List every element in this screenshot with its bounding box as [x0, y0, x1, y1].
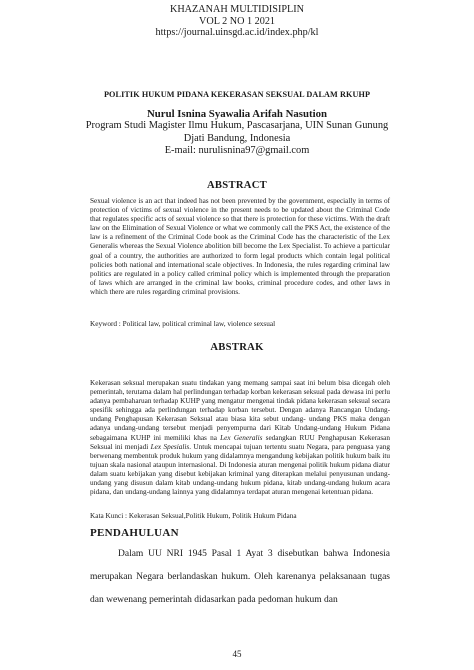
journal-url: https://journal.uinsgd.ac.id/index.php/kl	[155, 27, 319, 38]
journal-header	[0, 4, 474, 39]
abstrak-italic-lex-generalis: Lex Generalis	[220, 433, 263, 442]
pendahuluan-heading: PENDAHULUAN	[90, 527, 179, 539]
abstract-text: Sexual violence is an act that indeed has not been prevented by the government, especially in terms of protection of victims of sexual violence in the present needs to be updated about the Criminal Code that regulates specific acts of sexual violence so that there is protection for these victims. With the draft law on the Elimination of Sexual Violence or what we commonly call the PKS Act, the existence of the law is a refinement of the Criminal Code book as the Criminal Code has the characteristic of the Lex Generalis whereas the Sexual Violence abolition bill become the Lex Specialist. To achieve a particular goal of a country, the authorities are authorized to form legal products which contain legal political policies both national and international scale objectives. In Indonesia, the rules regarding criminal law politics are regulated in a policy called criminal policy which is implemented through the preparation of laws which are arranged in the criminal law books, criminal procedure codes, and other laws in which there are rules regarding criminal provisions.	[90, 197, 390, 296]
abstrak-text-part3: . Untuk mencapai tujuan tertentu suatu Negara, para penguasa yang berwenang membentuk produk hukum yang didalamnya mengandung kebijakan politik hukum baik itu tujuan skala nasional ataupun internasional. Di Indonesia aturan mengenai politik hukum pidana diatur dalam suatu kebijakan yang disebut kebijakan kriminal yang diterapkan melalui penyusunan undang-undang yang disusun dalam kitab undang-undang hukum pidana, kitab undang-undang hukum acara pidana, dan undang-undang lainnya yang didalamnya terdapat aturan mengenai ketentuan pidana.	[90, 442, 390, 497]
abstrak-italic-lex-spesialis: Lex Spesialis	[150, 442, 190, 451]
abstrak-text	[90, 379, 390, 497]
author-email: E-mail: nurulisnina97@gmail.com	[164, 145, 310, 157]
pendahuluan-text	[90, 543, 390, 612]
abstract-heading: ABSTRACT	[206, 180, 268, 191]
author-affiliation-line1: Program Studi Magister Ilmu Hukum, Pascasarjana, UIN Sunan Gunung	[85, 120, 389, 132]
abstrak-text-part1: Kekerasan seksual merupakan suatu tindakan yang memang sampai saat ini belum bisa dicegah oleh pemerintah, terutama dalam hal perlindungan terhadap korban kekerasan seksual pada dewasa ini perlu adanya pembaharuan terhadap KUHP yang mengatur mengenai tindak pidana kekerasan seksual secara spesifik sehingga ada perlindungan terhadap korban tersebut. Dengan adanya Rancangan Undang-undang Penghapusan Kekerasan Seksual atau biasa kita sebut undang- undang PKS maka dengan adanya undang-undang tersebut menjadi penyempurna dari Kitab Undang-undang Hukum Pidana sebagaimana KUHP ini memiliki khas na	[90, 379, 390, 442]
author-affiliation-line2: Djati Bandung, Indonesia	[183, 132, 291, 144]
paper-title: POLITIK HUKUM PIDANA KEKERASAN SEKSUAL DALAM RKUHP	[103, 90, 371, 99]
author-name: Nurul Isnina Syawalia Arifah Nasution	[147, 108, 327, 120]
page-number: 45	[232, 649, 242, 659]
journal-name: KHAZANAH MULTIDISIPLIN	[169, 4, 305, 15]
kata-kunci: Kata Kunci : Kekerasan Seksual,Politik Hukum, Politik Hukum Pidana	[90, 512, 297, 520]
pendahuluan-paragraph: Dalam UU NRI 1945 Pasal 1 Ayat 3 disebutkan bahwa Indonesia merupakan Negara berlandaskan hukum. Oleh karenanya pelaksanaan tugas dan wewenang pemerintah didasarkan pada pedoman hukum dan	[90, 549, 390, 605]
abstrak-heading: ABSTRAK	[210, 342, 264, 353]
author-block	[0, 108, 474, 158]
abstrak-text-part2: sedangkan RUU Penghapusan Kekerasan Seksual ini menjadi	[90, 433, 391, 451]
keywords: Keyword : Political law, political criminal law, violence sexsual	[90, 320, 276, 328]
journal-volume: VOL 2 NO 1 2021	[198, 15, 276, 27]
